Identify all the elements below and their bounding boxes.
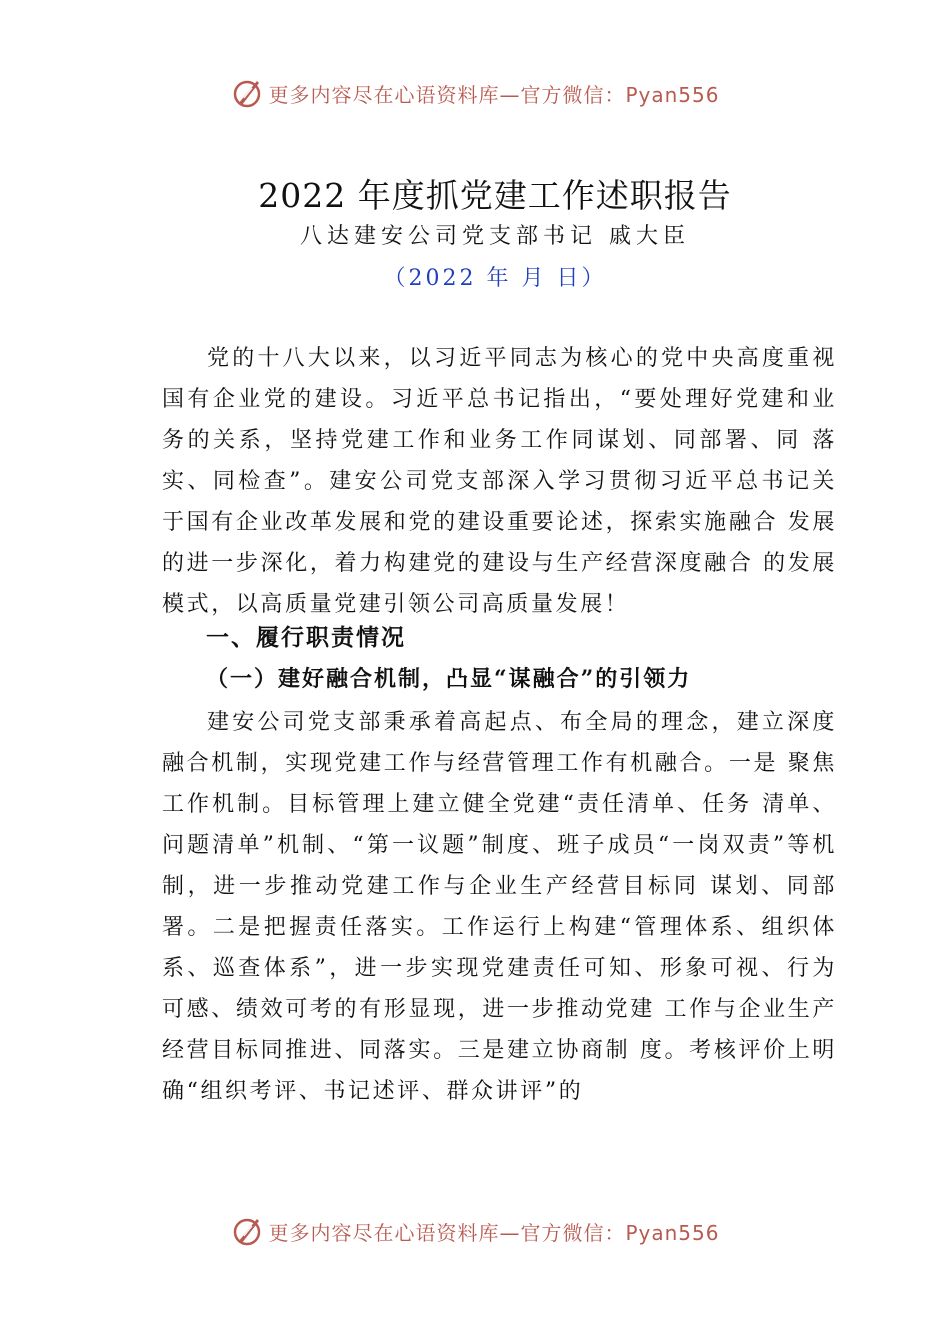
watermark-footer	[0, 1214, 950, 1248]
document-title: 2022 年度抓党建工作述职报告	[258, 176, 732, 215]
document-author: 八达建安公司党支部书记 戚大臣	[300, 224, 690, 249]
watermark-text: 更多内容尽在心语资料库—官方微信：Pyan556	[268, 82, 720, 107]
watermark-header	[0, 76, 950, 110]
watermark-text: 更多内容尽在心语资料库—官方微信：Pyan556	[268, 1220, 720, 1245]
feather-pen-logo-icon	[230, 76, 264, 110]
feather-pen-logo-icon	[230, 1214, 264, 1248]
subsection-heading: （一）建好融合机制，凸显“谋融合”的引领力	[206, 666, 692, 692]
intro-paragraph-block	[162, 338, 837, 625]
document-date: （2022 年 月 日）	[383, 266, 607, 291]
section-heading: 一、履行职责情况	[206, 624, 406, 651]
subsection-paragraph-block	[162, 702, 837, 1112]
subsection-paragraph: 建安公司党支部秉承着高起点、布全局的理念，建立深度融合机制，实现党建工作与经营管理工作有机融合。一是 聚焦工作机制。目标管理上建立健全党建“责任清单、任务 清单、问题清单”机制、“第一议题”制度、班子成员“一岗双责”等机制，进一步推动党建工作与企业生产经营目标同 谋划、同部署。二是把握责任落实。工作运行上构建“管理体系、组织体系、巡查体系”，进一步实现党建责任可知、形象可视、行为可感、绩效可考的有形显现，进一步推动党建 工作与企业生产经营目标同推进、同落实。三是建立协商制 度。考核评价上明确“组织考评、书记述评、群众讲评”的	[162, 710, 837, 1104]
intro-paragraph: 党的十八大以来，以习近平同志为核心的党中央高度重视国有企业党的建设。习近平总书记指出，“要处理好党建和业务的关系，坚持党建工作和业务工作同谋划、同部署、同 落实、同检查”。建安公司党支部深入学习贯彻习近平总书记关于国有企业改革发展和党的建设重要论述，探索实施融合 发展的进一步深化，着力构建党的建设与生产经营深度融合 的发展模式，以高质量党建引领公司高质量发展！	[162, 346, 837, 617]
